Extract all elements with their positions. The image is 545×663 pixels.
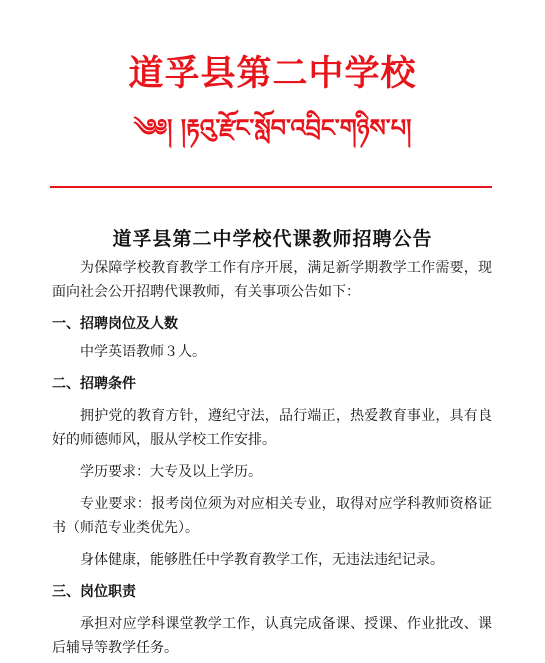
section-paragraph: 拥护党的教育方针，遵纪守法，品行端正，热爱教育事业，具有良好的师德师风，服从学校工作安排。 bbox=[52, 408, 492, 448]
letterhead-school-name: 道孚县第二中学校 bbox=[128, 54, 417, 94]
notice-title: 道孚县第二中学校代课教师招聘公告 bbox=[112, 228, 433, 250]
notice-intro: 为保障学校教育教学工作有序开展，满足新学期教学工作需要，现面向社会公开招聘代课教师，有关事项公告如下： bbox=[52, 260, 492, 300]
notice-body bbox=[52, 256, 492, 660]
section-paragraph: 专业要求：报考岗位须为对应相关专业，取得对应学科教师资格证书（师范专业类优先）。 bbox=[52, 496, 492, 536]
section-paragraph: 承担对应学科课堂教学工作，认真完成备课、授课、作业批改、课后辅导等教学任务。 bbox=[52, 616, 492, 656]
section-paragraph: 学历要求：大专及以上学历。 bbox=[80, 464, 262, 480]
section-heading: 二、招聘条件 bbox=[52, 376, 136, 392]
section-heading: 三、岗位职责 bbox=[52, 584, 136, 600]
section-paragraph: 身体健康，能够胜任中学教育教学工作，无违法违纪记录。 bbox=[80, 552, 444, 568]
letterhead-divider bbox=[50, 186, 492, 188]
letterhead-school-name-tibetan: ༄༅། །རྟའུ་རྫོང་སློབ་འབྲིང་གཉིས་པ། bbox=[133, 114, 412, 142]
section-paragraph: 中学英语教师３人。 bbox=[80, 344, 206, 360]
section-heading: 一、招聘岗位及人数 bbox=[52, 316, 178, 332]
